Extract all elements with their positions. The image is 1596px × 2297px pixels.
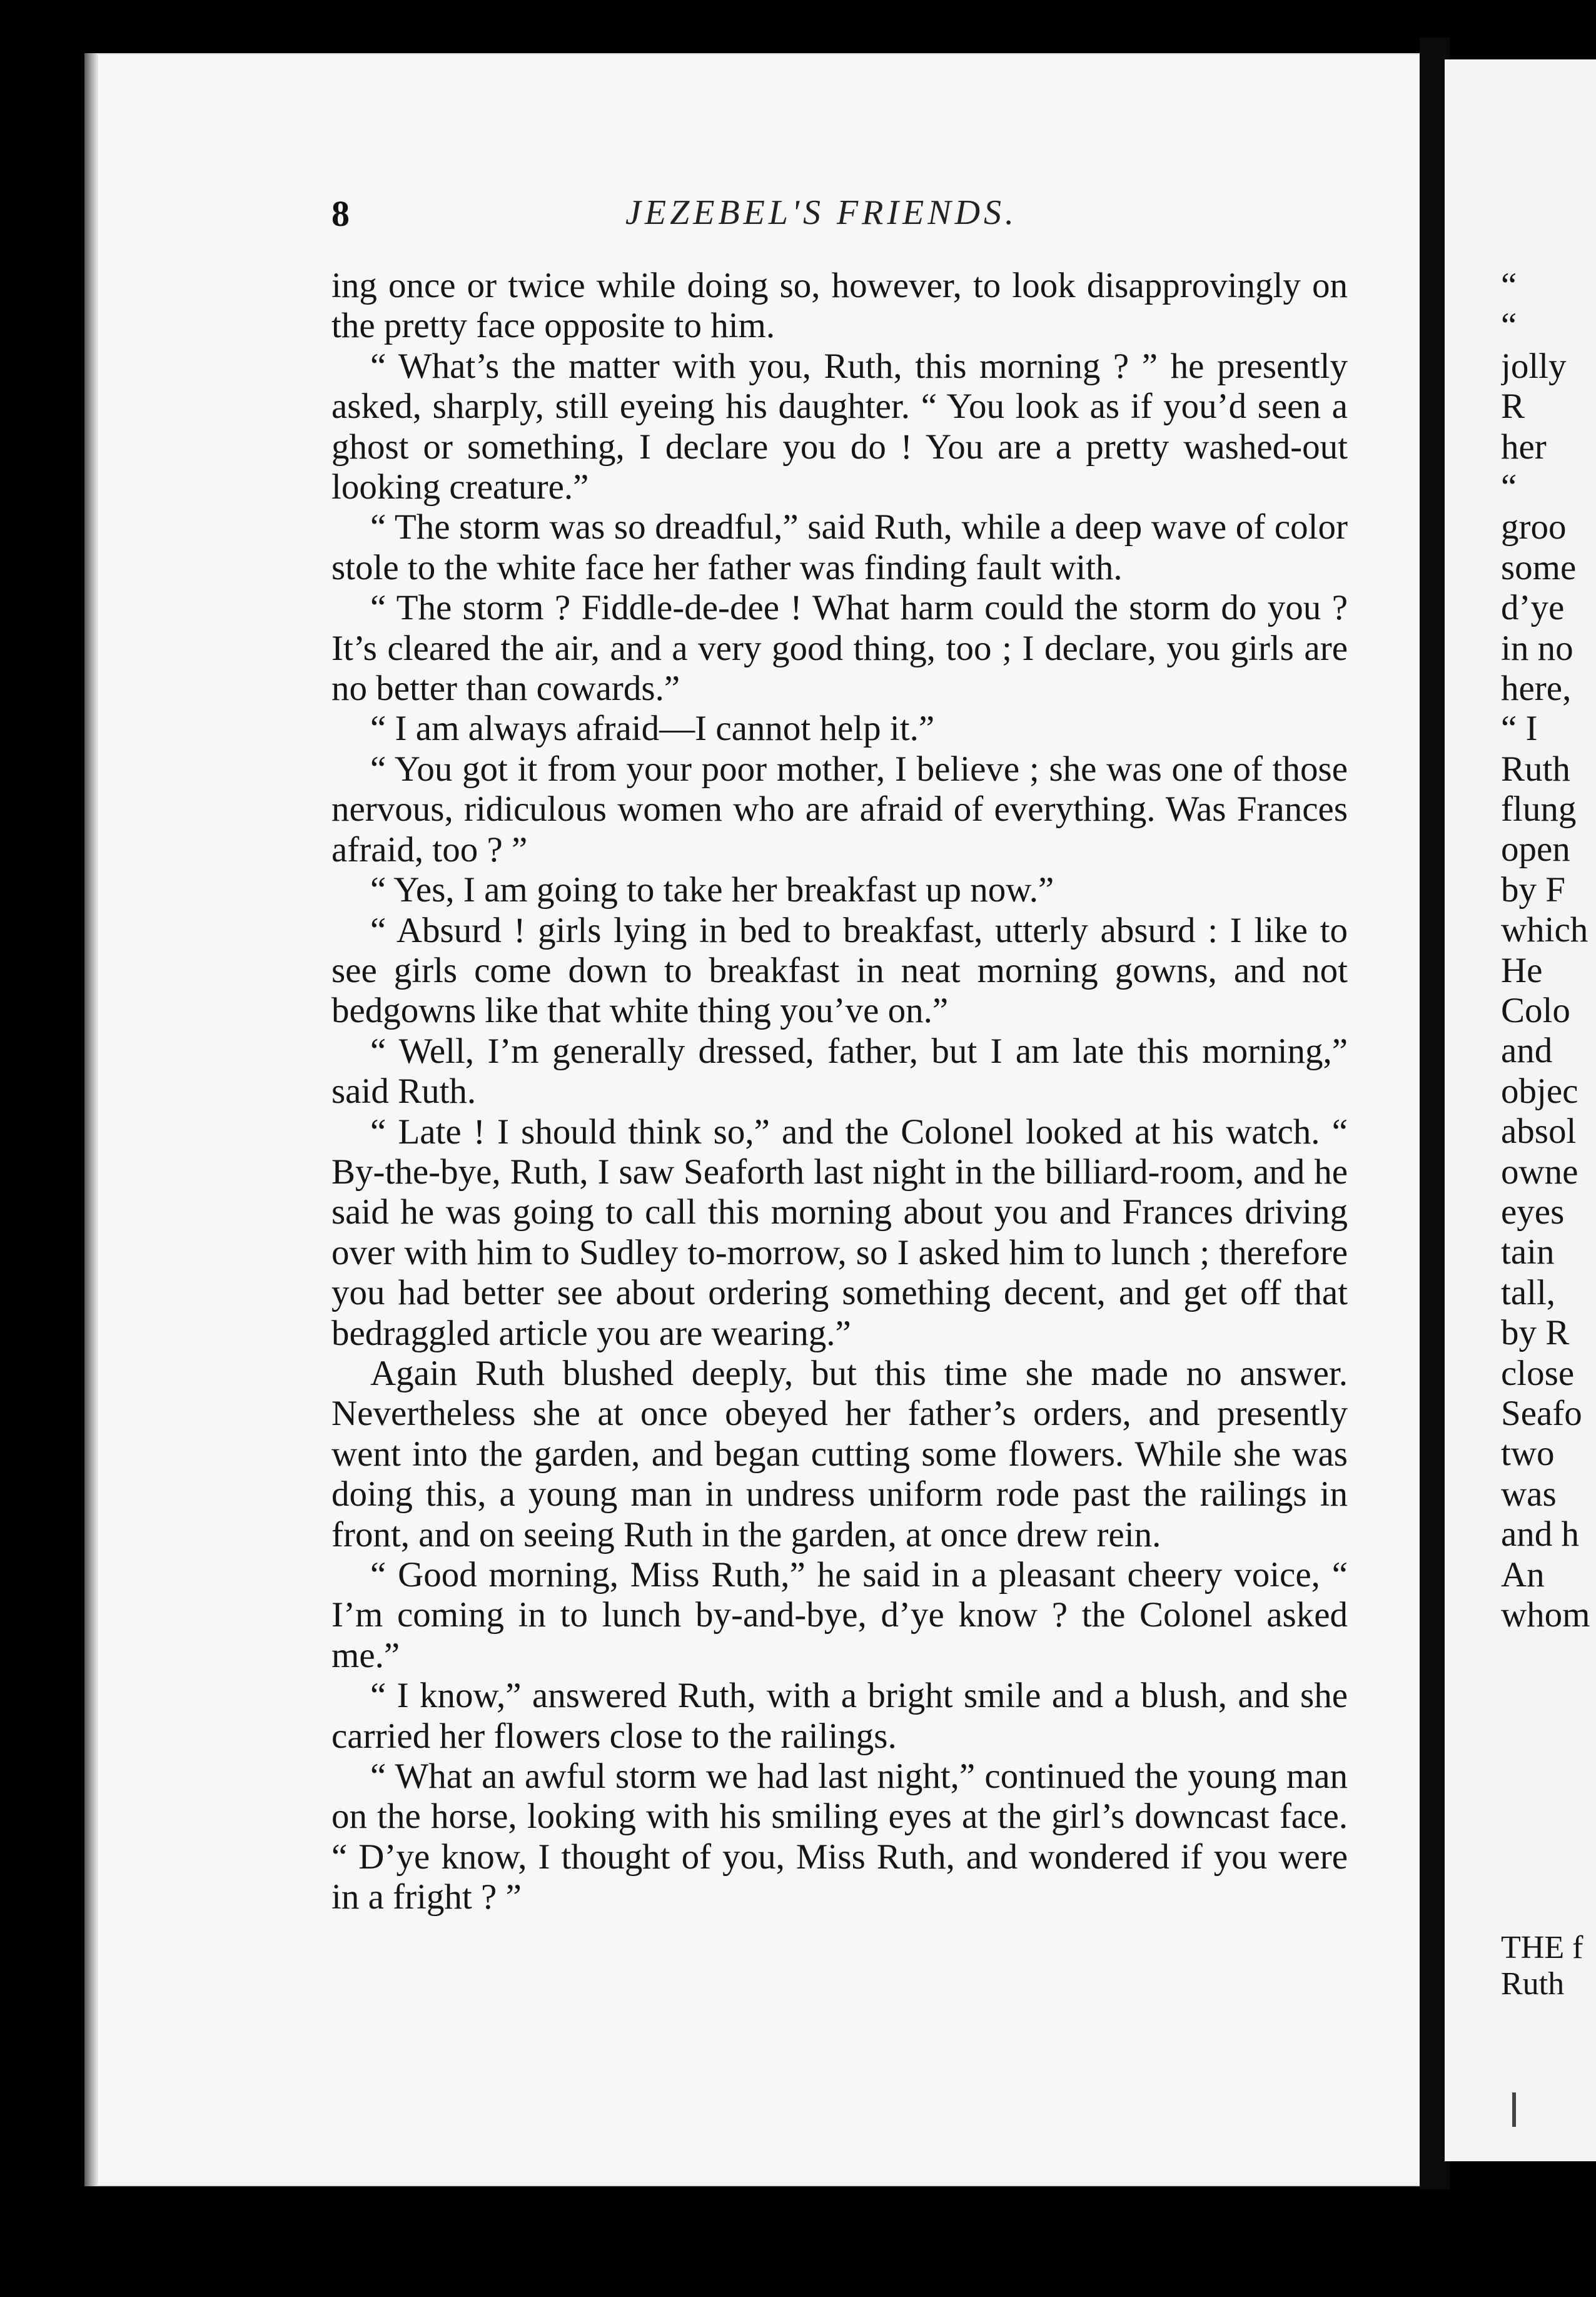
paragraph: “ I am always afraid—I cannot help it.” bbox=[370, 709, 935, 749]
facing-line: by F bbox=[1501, 870, 1565, 910]
running-title: JEZEBEL'S FRIENDS. bbox=[625, 193, 1018, 232]
facing-line: An bbox=[1501, 1554, 1545, 1595]
facing-line: by R bbox=[1501, 1313, 1570, 1353]
facing-line: THE f bbox=[1501, 1930, 1583, 1965]
facing-line: and h bbox=[1501, 1514, 1580, 1554]
facing-line: which bbox=[1501, 910, 1588, 950]
facing-line: groo bbox=[1501, 507, 1567, 547]
paragraph: “ Yes, I am going to take her breakfast up now.” bbox=[370, 870, 1054, 910]
page-fold-mark bbox=[1512, 2092, 1516, 2127]
facing-line: He bbox=[1501, 950, 1543, 990]
facing-line: absol bbox=[1501, 1112, 1577, 1152]
facing-line: Colo bbox=[1501, 991, 1570, 1031]
facing-line: Ruth bbox=[1501, 749, 1570, 789]
paragraph: “ The storm was so dreadful,” said Ruth, while a deep wave of color stole to the white face her father was finding fault with. bbox=[331, 507, 1348, 587]
facing-line: “ I bbox=[1501, 709, 1538, 749]
facing-line: eyes bbox=[1501, 1192, 1565, 1232]
facing-line: R bbox=[1501, 387, 1525, 427]
facing-line: close bbox=[1501, 1353, 1575, 1393]
facing-line: “ bbox=[1501, 266, 1517, 305]
facing-line: objec bbox=[1501, 1071, 1578, 1111]
facing-line: Seafo bbox=[1501, 1393, 1582, 1433]
facing-line: tall, bbox=[1501, 1272, 1556, 1312]
paragraph: “ Absurd ! girls lying in bed to breakfast, utterly absurd : I like to see girls come down to breakfast in neat morning gowns, and not bedgowns like that white thing you’ve on.” bbox=[331, 910, 1348, 1031]
paragraph: “ What an awful storm we had last night,” continued the young man on the horse, looking with his smiling eyes at the girl’s downcast face. “ D’ye know, I thought of you, Miss Ruth, and wondered if you were in a fright ? ” bbox=[331, 1757, 1348, 1917]
facing-line: open bbox=[1501, 829, 1570, 870]
facing-line: whom bbox=[1501, 1595, 1590, 1635]
paragraph: “ Late ! I should think so,” and the Colonel looked at his watch. “ By-the-bye, Ruth, I saw Seaforth last night in the billiard-room, and he said he was going to call this morning about you and Frances driving over with him to Sudley to-morrow, so I asked him to lunch ; therefore you had better see about ordering something decent, and get off that bedraggled article you are wearing.” bbox=[331, 1112, 1348, 1353]
facing-line: jolly bbox=[1501, 346, 1567, 386]
facing-line: in no bbox=[1501, 628, 1573, 668]
facing-page-chapter-start bbox=[1501, 1930, 1596, 2002]
facing-line: tain bbox=[1501, 1232, 1555, 1272]
facing-line: was bbox=[1501, 1474, 1557, 1514]
facing-line: some bbox=[1501, 547, 1577, 587]
paragraph: “ Well, I’m generally dressed, father, but I am late this morning,” said Ruth. bbox=[331, 1031, 1348, 1112]
body-text bbox=[331, 266, 1348, 1918]
facing-line: “ bbox=[1501, 306, 1517, 346]
facing-line: here, bbox=[1501, 668, 1572, 708]
running-head bbox=[331, 188, 1357, 244]
paragraph: “ I know,” answered Ruth, with a bright smile and a blush, and she carried her flowers close to the railings. bbox=[331, 1676, 1348, 1756]
facing-line: d’ye bbox=[1501, 588, 1565, 628]
paragraph: ing once or twice while doing so, however, to look disapprovingly on the pretty face opposite to him. bbox=[331, 266, 1348, 346]
paragraph: “ What’s the matter with you, Ruth, this morning ? ” he presently asked, sharply, still eyeing his daughter. “ You look as if you’d seen a ghost or something, I declare you do ! You are a pretty washed-out looking creature.” bbox=[331, 346, 1348, 507]
facing-line: her bbox=[1501, 427, 1547, 467]
facing-line: “ bbox=[1501, 467, 1517, 507]
paragraph: “ The storm ? Fiddle-de-dee ! What harm could the storm do you ? It’s cleared the air, and a very good thing, too ; I declare, you girls are no better than cowards.” bbox=[331, 588, 1348, 709]
paragraph: “ Good morning, Miss Ruth,” he said in a pleasant cheery voice, “ I’m coming in to lunch by-and-bye, d’ye know ? the Colonel asked me.” bbox=[331, 1555, 1348, 1675]
paragraph: Again Ruth blushed deeply, but this time she made no answer. Nevertheless she at once obeyed her father’s orders, and presently went into the garden, and began cutting some flowers. While she was doing this, a young man in undress uniform rode past the railings in front, and on seeing Ruth in the garden, at once drew rein. bbox=[331, 1353, 1348, 1554]
page-number: 8 bbox=[331, 193, 350, 234]
facing-line: and bbox=[1501, 1031, 1553, 1071]
facing-page-text bbox=[1501, 266, 1596, 1635]
page-edge-shadow bbox=[84, 53, 98, 2186]
paragraph: “ You got it from your poor mother, I believe ; she was one of those nervous, ridiculous women who are afraid of everything. Was Frances afraid, too ? ” bbox=[331, 749, 1348, 870]
facing-line: two bbox=[1501, 1434, 1555, 1474]
facing-line: owne bbox=[1501, 1152, 1578, 1192]
facing-line: flung bbox=[1501, 789, 1577, 829]
facing-line: Ruth bbox=[1501, 1966, 1565, 2002]
